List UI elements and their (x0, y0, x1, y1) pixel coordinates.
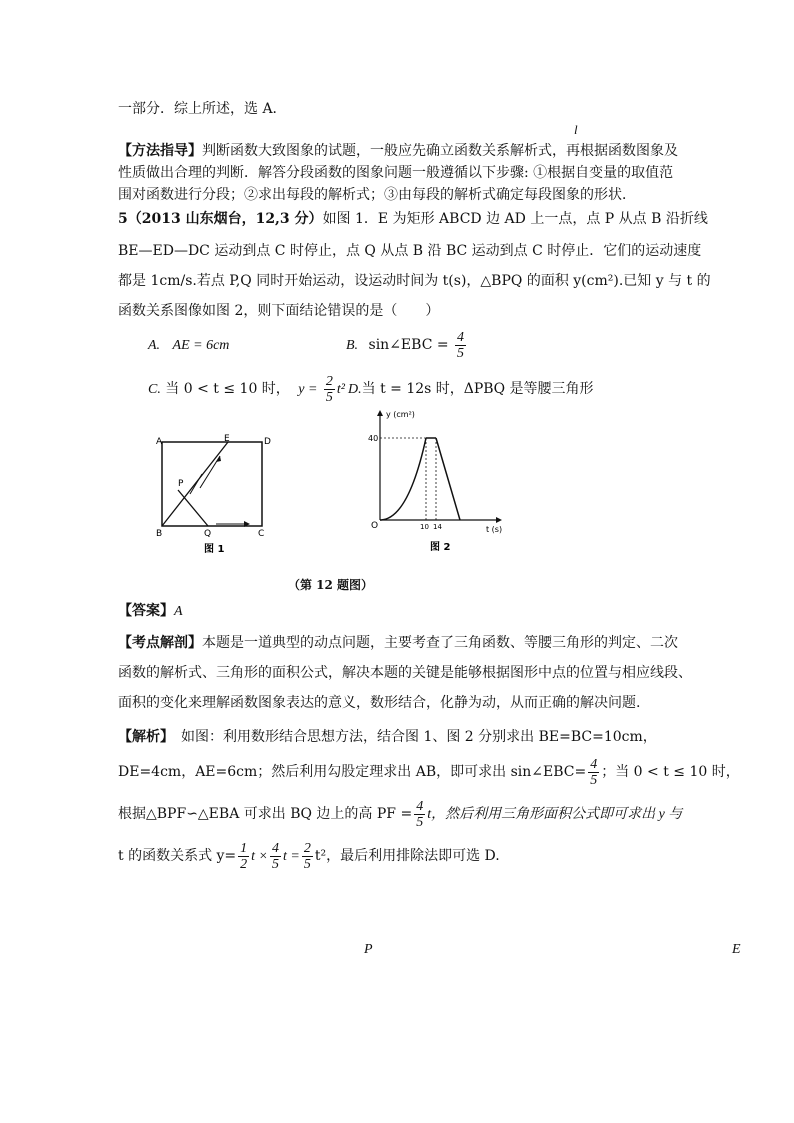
label-a: A (156, 437, 163, 447)
solution-text-3b: t，然后利用三角形面积公式即可求出 y 与 (427, 807, 683, 822)
label-d: D (264, 437, 271, 447)
solution-fraction-3: $\frac{1}{2}$ (240, 840, 248, 872)
question-line-2: BE—ED—DC 运动到点 C 时停止，点 Q 从点 B 沿 BC 运动到点 C 时停止．它们的运动速度 (118, 243, 702, 259)
option-d-label: D. (348, 382, 362, 397)
figure-1-caption: 图 1 (204, 544, 225, 555)
option-d (348, 380, 594, 399)
segment-pq (178, 490, 208, 526)
label-e: E (224, 434, 230, 444)
figure-caption: （第 12 题图） (288, 578, 374, 592)
question-line-4: 函数关系图像如图 2，则下面结论错误的是（ ） (118, 303, 440, 319)
method-line-3: 围对函数进行分段；②求出每段的解析式；③由每段的解析式确定每段图象的形状． (118, 187, 636, 203)
option-c (148, 372, 345, 407)
question-source: 5（2013 山东烟台，12,3 分） (118, 211, 323, 227)
option-b-fraction: $\frac{4}{5}$ (457, 329, 465, 361)
analysis-tag: 【考点解剖】 (118, 635, 202, 651)
analysis-line-2: 函数的解析式、三角形的面积公式，解决本题的关键是能够根据图形中点的位置与相应线段、 (118, 665, 692, 681)
motion-arrow-p (190, 474, 202, 494)
option-b-label: B. (346, 338, 359, 353)
stray-letter-l: l (574, 122, 578, 137)
figure-1 (150, 432, 280, 562)
y-axis-label: y (cm²) (386, 410, 415, 419)
analysis-line-3: 面积的变化来理解函数图象表达的意义，数形结合，化静为动，从而正确的解决问题. (118, 695, 641, 711)
figure-2-caption: 图 2 (430, 542, 451, 553)
x-tick-10: 10 (420, 523, 429, 531)
label-b: B (156, 529, 163, 539)
stray-letter-p: P (364, 942, 373, 957)
analysis-text-1: 本题是一道典型的动点问题，主要考查了三角函数、等腰三角形的判定、二次 (202, 635, 678, 651)
figure-2 (368, 408, 508, 558)
option-a-text: AE = 6cm (172, 338, 230, 353)
origin-label: O (371, 521, 379, 531)
solution-fraction-5: $\frac{2}{5}$ (303, 840, 311, 872)
solution-text-2b: ；当 0 < t ≤ 10 时， (601, 764, 740, 780)
solution-text-4b: t²，最后利用排除法即可选 D. (314, 848, 500, 864)
option-c-formula: y = (298, 382, 318, 397)
label-p: P (178, 479, 184, 489)
solution-fraction-2: $\frac{4}{5}$ (416, 798, 424, 830)
segment-be (162, 442, 228, 526)
method-line-2: 性质做出合理的判断．解答分段函数的图象问题一般遵循以下步骤: ①根据自变量的取值范 (118, 165, 674, 181)
method-tag: 【方法指导】 (118, 143, 202, 159)
option-c-text: 当 0 < t ≤ 10 时， (165, 381, 290, 397)
option-c-tail: t² (336, 382, 345, 397)
method-line-1 (118, 142, 678, 160)
answer-line (118, 602, 183, 621)
method-text-1: 判断函数大致图象的试题，一般应先确立函数关系解析式，再根据函数图象及 (202, 143, 678, 159)
solution-fraction-4: $\frac{4}{5}$ (272, 840, 280, 872)
option-b-text: sin∠EBC = (368, 337, 449, 353)
curve-decline (436, 438, 460, 520)
solution-text-4mid: t × (251, 849, 269, 864)
answer-tag: 【答案】 (118, 603, 174, 619)
question-line-1 (118, 210, 708, 228)
option-b (346, 328, 468, 363)
label-q: Q (204, 529, 212, 539)
answer-value: A (174, 604, 183, 619)
x-axis-label: t (s) (486, 525, 503, 534)
y-tick-40: 40 (368, 434, 379, 443)
solution-text-4a: t 的函数关系式 y= (118, 848, 237, 864)
option-c-label: C. (148, 382, 161, 397)
solution-tag: 【解析】 (118, 729, 167, 745)
solution-text-3a: 根据△BPF∽△EBA 可求出 BQ 边上的高 PF = (118, 806, 413, 822)
analysis-line-1 (118, 634, 678, 652)
label-c: C (258, 529, 265, 539)
solution-text-2a: DE=4cm，AE=6cm；然后利用勾股定理求出 AB，即可求出 sin∠EBC= (118, 764, 587, 780)
solution-line-3 (118, 794, 682, 835)
option-a-label: A. (148, 338, 161, 353)
solution-line-2 (118, 752, 740, 792)
question-line-3: 都是 1cm/s.若点 P,Q 同时开始运动，设运动时间为 t(s)，△BPQ 的面积 y(cm²).已知 y 与 t 的 (118, 273, 711, 289)
solution-text-4mid2: t = (283, 849, 300, 864)
question-text-1: 如图 1．E 为矩形 ABCD 边 AD 上一点，点 P 从点 B 沿折线 (322, 211, 708, 227)
solution-line-1 (118, 728, 657, 746)
solution-fraction-1: $\frac{4}{5}$ (590, 756, 598, 788)
option-c-fraction: $\frac{2}{5}$ (325, 373, 333, 405)
y-axis-arrow (377, 410, 383, 416)
option-a (148, 336, 229, 355)
x-axis-arrow (496, 517, 502, 523)
prev-conclusion: 一部分．综上所述，选 A． (118, 101, 287, 117)
stray-letter-e: E (732, 942, 741, 957)
curve-parabola (380, 438, 426, 520)
solution-line-4 (118, 836, 500, 877)
option-d-text: 当 t = 12s 时，ΔPBQ 是等腰三角形 (361, 381, 594, 397)
solution-text-1: 如图：利用数形结合思想方法，结合图 1、图 2 分别求出 BE=BC=10cm， (167, 729, 657, 745)
rectangle-abcd (162, 442, 262, 526)
x-tick-14: 14 (433, 523, 442, 531)
